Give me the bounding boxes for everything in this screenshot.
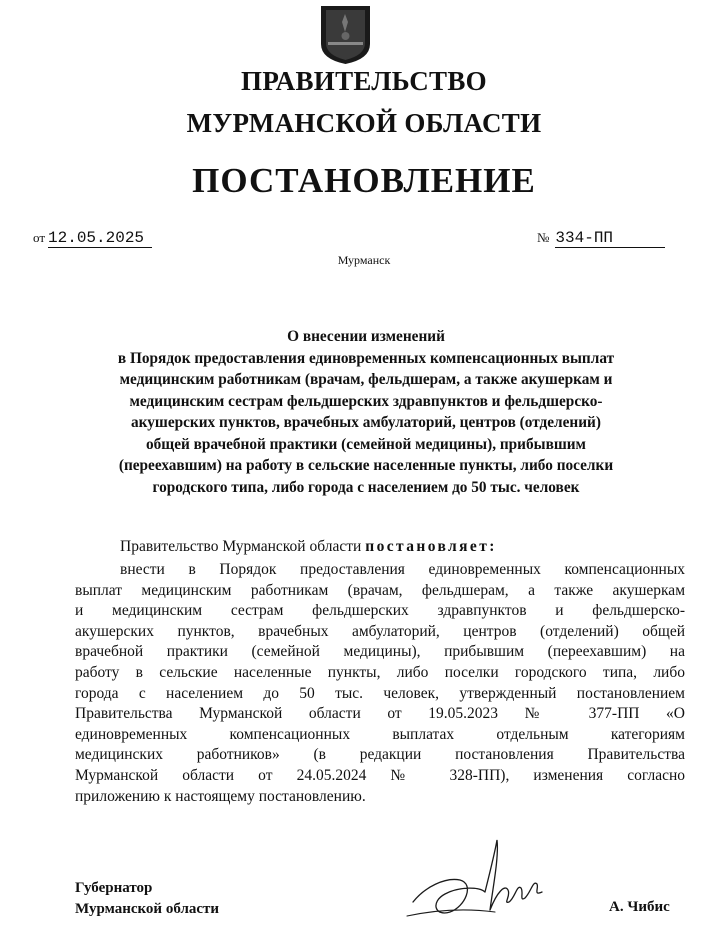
subject-line: медицинским работникам (врачам, фельдшерам, а также акушеркам и	[119, 371, 613, 388]
body-paragraph	[75, 560, 685, 807]
org-name-line1: ПРАВИТЕЛЬСТВО	[241, 66, 487, 96]
org-name-line2: МУРМАНСКОЙ ОБЛАСТИ	[186, 108, 542, 138]
document-subject	[60, 326, 672, 498]
document-number: 334-ПП	[555, 229, 665, 248]
signatory-name: А. Чибис	[609, 899, 670, 915]
city-name: Мурманск	[337, 253, 391, 267]
subject-line: в Порядок предоставления единовременных компенсационных выплат	[117, 349, 615, 367]
document-date: 12.05.2025	[48, 229, 152, 248]
preamble-text: Правительство Мурманской области	[120, 538, 362, 555]
body-line: работу в сельские населенные пункты, либо поселки городского типа, либо	[75, 663, 685, 681]
body-line: единовременных компенсационных выплатах отдельным категориям	[75, 725, 685, 743]
subject-line: общей врачебной практики (семейной медицины), прибывшим	[146, 435, 586, 453]
subject-line: городского типа, либо города с населением до 50 тыс. человек	[152, 478, 580, 496]
signatory-title	[75, 878, 219, 920]
signatory-title-line1: Губернатор	[75, 880, 153, 896]
date-prefix: от	[33, 230, 46, 245]
body-line: и медицинским сестрам фельдшерских здравпунктов и фельдшерско-	[75, 602, 685, 620]
body-line: врачебной практики (семейной медицины), прибывшим (переехавшим) на	[75, 643, 685, 661]
body-line: выплат медицинским работникам (врачам, фельдшерам, а также акушеркам	[75, 581, 685, 599]
coat-of-arms-icon	[318, 4, 373, 66]
document-type-title: ПОСТАНОВЛЕНИЕ	[192, 161, 536, 200]
subject-line: акушерских пунктов, врачебных амбулаторий, центров (отделений)	[131, 414, 601, 431]
number-prefix: №	[537, 230, 550, 245]
subject-line: (переехавшим) на работу в сельские населенные пункты, либо поселки	[118, 457, 614, 474]
handwritten-signature	[405, 832, 550, 924]
body-line: города с населением до 50 тыс. человек, утвержденный постановлением	[75, 684, 685, 702]
number-line	[537, 229, 665, 248]
body-line: приложению к настоящему постановлению.	[75, 787, 366, 805]
signatory-title-line2: Мурманской области	[75, 901, 220, 917]
body-line: медицинских работников» (в редакции постановления Правительства	[75, 746, 685, 764]
date-line	[33, 229, 152, 248]
body-line: Мурманской области от 24.05.2024 № 328-ПП), изменения согласно	[75, 766, 685, 784]
body-line: акушерских пунктов, врачебных амбулаторий, центров (отделений) общей	[75, 622, 685, 640]
subject-line: медицинским сестрам фельдшерских здравпунктов и фельдшерско-	[129, 392, 603, 410]
preamble	[120, 538, 497, 556]
body-line: Правительства Мурманской области от 19.05.2023 № 377-ПП «О	[75, 705, 685, 723]
preamble-verb: постановляет:	[365, 538, 497, 555]
body-line: внести в Порядок предоставления единовременных компенсационных	[120, 561, 685, 578]
subject-line: О внесении изменений	[287, 328, 445, 345]
